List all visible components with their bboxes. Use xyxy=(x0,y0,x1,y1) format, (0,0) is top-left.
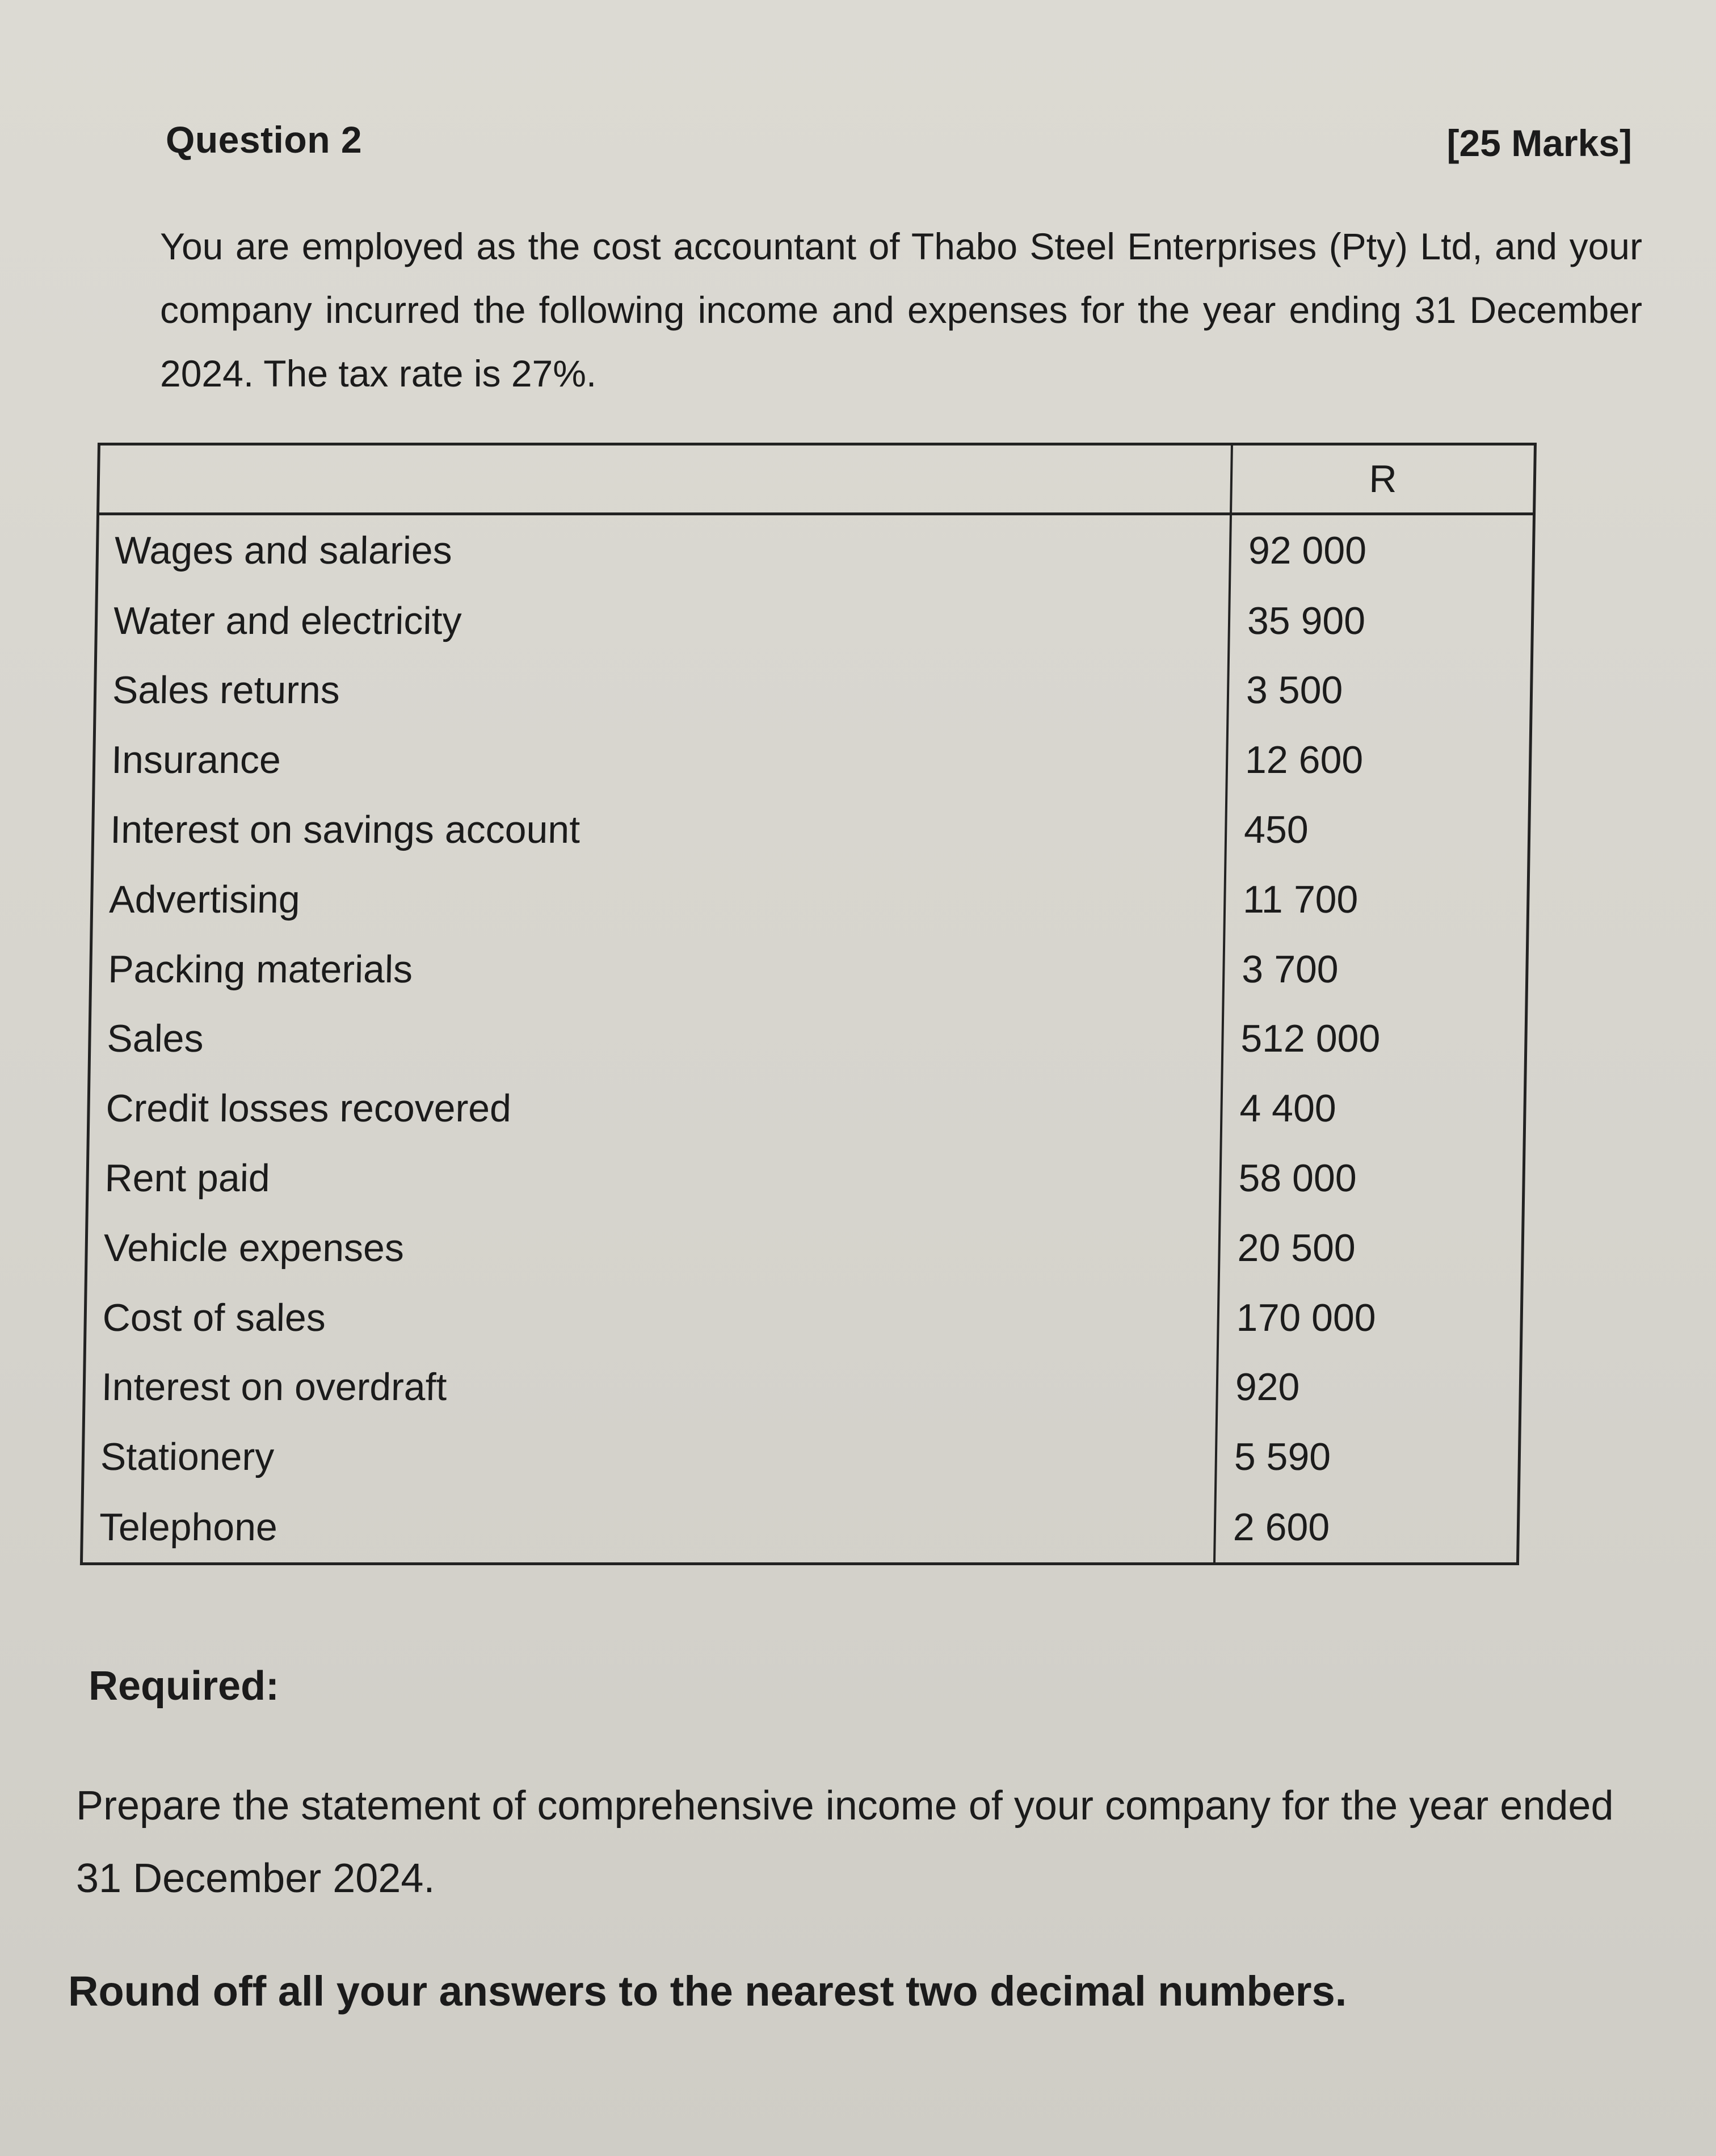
row-item: Sales returns xyxy=(95,655,1229,725)
row-item: Credit losses recovered xyxy=(88,1074,1222,1144)
row-item: Telephone xyxy=(81,1492,1215,1564)
table-row xyxy=(82,1422,1520,1492)
row-amount: 920 xyxy=(1217,1352,1521,1422)
row-amount: 5 590 xyxy=(1216,1422,1520,1492)
table-row xyxy=(87,1144,1524,1213)
table-row xyxy=(97,514,1534,586)
row-amount: 450 xyxy=(1225,795,1529,865)
row-amount: 58 000 xyxy=(1220,1144,1524,1213)
row-item: Cost of sales xyxy=(85,1283,1218,1352)
row-amount: 512 000 xyxy=(1222,1004,1526,1074)
question-title: Question 2 xyxy=(166,119,363,161)
rounding-note: Round off all your answers to the nearest two decimal numbers. xyxy=(68,1968,1347,2015)
row-amount: 2 600 xyxy=(1214,1492,1519,1564)
row-amount: 4 400 xyxy=(1221,1074,1525,1144)
header-item xyxy=(98,444,1232,514)
question-marks: [25 Marks] xyxy=(1446,122,1632,164)
table-row xyxy=(95,655,1532,725)
header-amount: R xyxy=(1231,444,1535,514)
table-row xyxy=(91,864,1529,934)
row-item: Advertising xyxy=(91,864,1225,934)
required-instruction: Prepare the statement of comprehensive income of your company for the year ended 31 December 2024. xyxy=(76,1783,1614,1901)
expense-table-container xyxy=(80,443,1537,1565)
table-row xyxy=(94,725,1531,795)
row-amount: 3 700 xyxy=(1223,934,1527,1004)
table-row xyxy=(83,1352,1521,1422)
row-amount: 11 700 xyxy=(1224,864,1528,934)
row-amount: 170 000 xyxy=(1218,1283,1522,1352)
row-item: Sales xyxy=(89,1004,1223,1074)
table-row xyxy=(92,795,1530,865)
table-row xyxy=(81,1492,1519,1564)
table-row xyxy=(90,934,1528,1004)
table-row xyxy=(96,586,1533,655)
row-amount: 3 500 xyxy=(1227,655,1532,725)
row-item: Insurance xyxy=(94,725,1227,795)
row-item: Stationery xyxy=(82,1422,1216,1492)
row-item: Interest on savings account xyxy=(92,795,1226,865)
required-heading: Required: xyxy=(89,1663,280,1709)
income-expense-table xyxy=(80,443,1537,1565)
question-intro: You are employed as the cost accountant of Thabo Steel Enterprises (Pty) Ltd, and your company incurred the following income and expenses for the year ending 31 December 2024. The tax rate is 27%. xyxy=(160,225,1642,394)
row-amount: 12 600 xyxy=(1226,725,1530,795)
table-row xyxy=(86,1213,1523,1283)
table-row xyxy=(88,1074,1525,1144)
table-header-row xyxy=(98,444,1536,514)
row-item: Water and electricity xyxy=(96,586,1230,655)
table-row xyxy=(85,1283,1522,1352)
row-item: Packing materials xyxy=(90,934,1224,1004)
row-amount: 35 900 xyxy=(1229,586,1533,655)
row-amount: 92 000 xyxy=(1230,514,1534,586)
row-item: Interest on overdraft xyxy=(83,1352,1217,1422)
row-amount: 20 500 xyxy=(1219,1213,1523,1283)
row-item: Wages and salaries xyxy=(97,514,1231,586)
row-item: Vehicle expenses xyxy=(86,1213,1219,1283)
row-item: Rent paid xyxy=(87,1144,1221,1213)
table-row xyxy=(89,1004,1526,1074)
